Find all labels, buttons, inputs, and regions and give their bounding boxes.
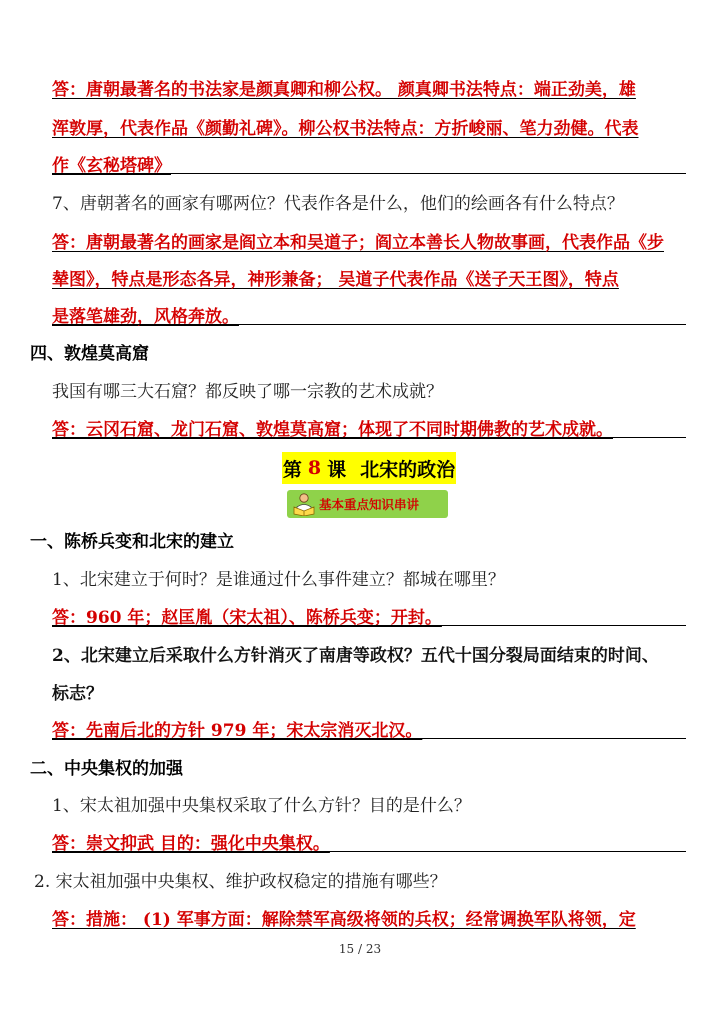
lesson-name: 北宋的政治 <box>360 458 456 481</box>
answer-rule <box>52 625 686 626</box>
reader-icon <box>291 492 317 516</box>
answer-rule <box>52 738 686 739</box>
page-number: 15 / 23 <box>338 942 382 956</box>
question-policy: 1、宋太祖加强中央集权采取了什么方针？目的是什么？ <box>52 796 471 816</box>
section-heading-centralization: 二、中央集权的加强 <box>30 759 183 779</box>
lesson-number: 8 <box>307 457 322 479</box>
lesson-title <box>282 452 456 484</box>
badge-label: 基本重点知识串讲 <box>319 497 420 512</box>
answer-6-line-2: 浑敦厚，代表作品《颜勤礼碑》。柳公权书法特点：方折峻丽、笔力劲健。代表 <box>52 119 639 139</box>
answer-rule <box>52 851 686 852</box>
answer-policy: 答：崇文抑武 目的：强化中央集权。 <box>52 834 330 854</box>
question-unification-line-1: 2、北宋建立后采取什么方针消灭了南唐等政权？五代十国分裂局面结束的时间、 <box>52 646 659 666</box>
answer-6-line-3: 作《玄秘塔碑》 <box>52 156 171 176</box>
answer-rule <box>52 173 686 174</box>
answer-unification: 答：先南后北的方针 979 年；宋太宗消灭北汉。 <box>52 721 423 741</box>
question-unification-line-2: 标志？ <box>52 684 103 704</box>
answer-measures: 答：措施： (1) 军事方面：解除禁军高级将领的兵权；经常调换军队将领，定 <box>52 910 636 930</box>
answer-rule <box>52 324 686 325</box>
answer-rule <box>52 437 686 438</box>
question-northern-song-founding: 1、北宋建立于何时？是谁通过什么事件建立？都城在哪里？ <box>52 570 505 590</box>
answer-northern-song-founding: 答：960 年；赵匡胤（宋太祖）、陈桥兵变；开封。 <box>52 608 442 628</box>
answer-7-line-1: 答：唐朝最著名的画家是阎立本和吴道子；阎立本善长人物故事画，代表作品《步 <box>52 233 664 253</box>
key-points-badge <box>287 490 448 518</box>
answer-7-line-2: 辇图》，特点是形态各异，神形兼备； 吴道子代表作品《送子天王图》，特点 <box>52 270 619 290</box>
lesson-unit: 课 <box>327 458 347 481</box>
answer-7-line-3: 是落笔雄劲，风格奔放。 <box>52 307 239 327</box>
question-measures: 2. 宋太祖加强中央集权、维护政权稳定的措施有哪些？ <box>34 872 447 892</box>
answer-grottoes: 答：云冈石窟、龙门石窟、敦煌莫高窟；体现了不同时期佛教的艺术成就。 <box>52 420 613 440</box>
section-heading-chenqiao: 一、陈桥兵变和北宋的建立 <box>30 532 234 552</box>
question-7: 7、唐朝著名的画家有哪两位？代表作各是什么，他们的绘画各有什么特点？ <box>52 194 624 214</box>
section-heading-dunhuang: 四、敦煌莫高窟 <box>30 344 149 364</box>
answer-6-line-1: 答：唐朝最著名的书法家是颜真卿和柳公权。 颜真卿书法特点：端正劲美，雄 <box>52 80 636 100</box>
question-grottoes: 我国有哪三大石窟？都反映了哪一宗教的艺术成就？ <box>52 382 443 402</box>
lesson-prefix: 第 <box>282 458 302 481</box>
